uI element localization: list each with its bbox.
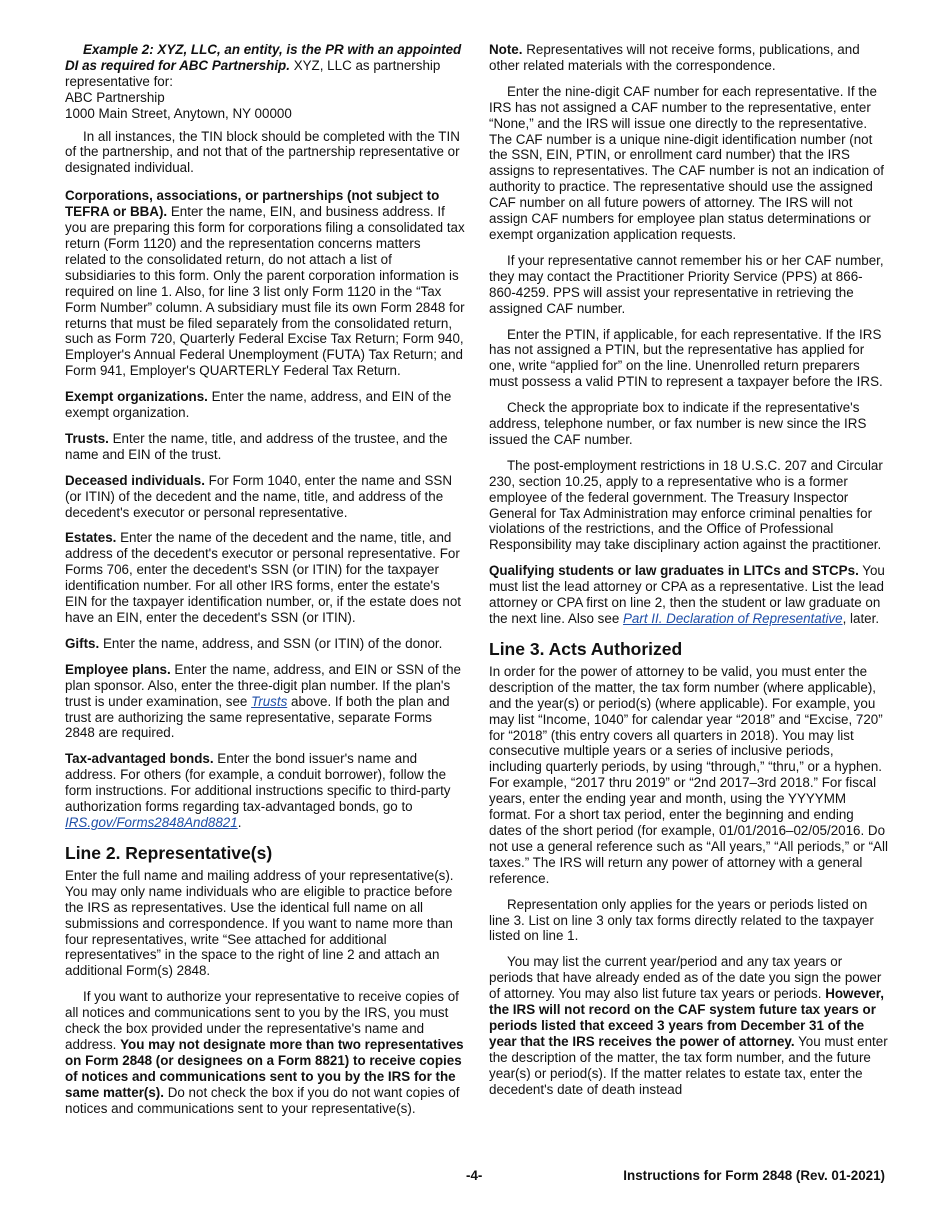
tin-paragraph: In all instances, the TIN block should be completed with the TIN of the partnership, and not that of the partnership representative or designated individual.: [65, 128, 460, 176]
left-column: [65, 42, 465, 1123]
note-paragraph: Note. Representatives will not receive forms, publications, and other related materials with the correspondence.: [489, 42, 860, 73]
footer-title: Instructions for Form 2848 (Rev. 01-2021): [623, 1168, 885, 1183]
line-3-paragraph-3: You may list the current year/period and any tax years or periods that have already ended as of the date you sign the power of attorney. You may also list future tax years or periods. However, the IRS will not record on the CAF system future tax years or periods listed that exceed 3 years from December 31 of the year that the IRS receives the power of attorney. You must enter the description of the matter, the tax form number, and the future year(s) or period(s). If the matter relates to estate tax, enter the decedent's date of death instead: [489, 954, 888, 1097]
exempt-paragraph: Exempt organizations. Enter the name, address, and EIN of the exempt organization.: [65, 389, 452, 421]
irs-forms-link[interactable]: IRS.gov/Forms2848And8821: [65, 814, 238, 830]
line-2-heading: Line 2. Representative(s): [65, 842, 273, 863]
qualifying-students-paragraph: Qualifying students or law graduates in LITCs and STCPs. You must list the lead attorney or CPA as a representative. List the lead attorney or CPA first on line 2, then the student or law graduate on the next line. Also see Part II. Declaration of Representative, later.: [489, 563, 885, 626]
right-column: [489, 42, 889, 1104]
line-3-paragraph-2: Representation only applies for the years or periods listed on line 3. List on line 3 only tax forms directly related to the taxpayer listed on line 1.: [489, 896, 874, 944]
declaration-of-representative-link[interactable]: Part II. Declaration of Representative: [623, 611, 843, 626]
page-number: -4-: [466, 1168, 483, 1183]
caf-paragraph: Enter the nine-digit CAF number for each representative. If the IRS has not assigned a CAF number to the representative, enter “None,” and the IRS will issue one directly to the representative. The CAF number is a unique nine-digit identification number (not the SSN, EIN, PTIN, or enrollment card number) that the IRS assigns to representatives. The CAF number is not an indication of authority to practice. The representative should use the assigned CAF number on all future powers of attorney. The IRS will not assign CAF numbers for employee plan status determinations or exempt organization application requests.: [489, 83, 884, 242]
trusts-link[interactable]: Trusts: [251, 693, 288, 709]
tax-advantaged-bonds-paragraph: Tax-advantaged bonds. Enter the bond issuer's name and address. For others (for example, a conduit borrower), follow the form instructions. For additional instructions specific to third-party authorization forms regarding tax-advantaged bonds, go to IRS.gov/Forms2848And8821.: [65, 751, 451, 830]
post-employment-paragraph: The post-employment restrictions in 18 U.S.C. 207 and Circular 230, section 10.25, apply to a representative who is a former employee of the federal government. The Treasury Inspector General for Tax Administration may enforce criminal penalties for violations of the restrictions, and the Office of Professional Responsibility may take disciplinary action against the practitioner.: [489, 457, 883, 553]
example-2-address: 1000 Main Street, Anytown, NY 00000: [65, 105, 292, 121]
line-3-heading: Line 3. Acts Authorized: [489, 638, 683, 659]
pps-paragraph: If your representative cannot remember his or her CAF number, they may contact the Practitioner Priority Service (PPS) at 866-860-4259. PPS will assist your representative in retrieving the assigned CAF number.: [489, 252, 884, 316]
example-2-paragraph: Example 2: XYZ, LLC, an entity, is the PR with an appointed DI as required for ABC Partnership. XYZ, LLC as partnership representative for:: [65, 42, 462, 89]
estates-paragraph: Estates. Enter the name of the decedent and the name, title, and address of the decedent's executor or personal representative. For Forms 706, enter the decedent's SSN (or ITIN) for the taxpayer identification number. For all other IRS forms, enter the estate's EIN for the taxpayer identification number, or, if the estate does not have an EIN, enter the decedent's SSN (or ITIN).: [65, 530, 461, 625]
corporations-paragraph: Corporations, associations, or partnerships (not subject to TEFRA or BBA). Enter the name, EIN, and business address. If you are preparing this form for corporations filing a consolidated tax return (Form 1120) and the representation concerns matters related to the consolidated return, do not attach a list of subsidiaries to this form. Only the parent corporation information is required on line 1. Also, for line 3 list only Form 1120 in the “Tax Form Number” column. A subsidiary must file its own Form 2848 for returns that must be filed separately from the consolidated return, such as Form 720, Quarterly Federal Excise Tax Return; Form 940, Employer's Annual Federal Unemployment (FUTA) Tax Return; and Form 941, Employer's QUARTERLY Federal Tax Return.: [65, 188, 465, 379]
check-box-paragraph: Check the appropriate box to indicate if the representative's address, telephone number, or fax number is new since the IRS issued the CAF number.: [489, 400, 867, 447]
ptin-paragraph: Enter the PTIN, if applicable, for each representative. If the IRS has not assigned a PTIN, but the representative has applied for one, write “applied for” on the line. Unenrolled return preparers must possess a valid PTIN to represent a taxpayer before the IRS.: [489, 326, 883, 390]
trusts-paragraph: Trusts. Enter the name, title, and address of the trustee, and the name and EIN of the trust.: [65, 430, 448, 462]
example-2-name: ABC Partnership: [65, 89, 165, 105]
line-2-paragraph-2: If you want to authorize your representative to receive copies of all notices and communications sent to you by the IRS, you must check the box provided under the representative's name and address. You may not designate more than two representatives on Form 2848 (or designees on a Form 8821) to receive copies of notices and communications sent to you by the IRS for the same matter(s). Do not check the box if you do not want copies of notices and communications sent to your representative(s).: [65, 989, 464, 1116]
gifts-paragraph: Gifts. Enter the name, address, and SSN (or ITIN) of the donor.: [65, 635, 443, 651]
deceased-paragraph: Deceased individuals. For Form 1040, enter the name and SSN (or ITIN) of the decedent and the name, title, and address of the decedent's executor or personal representative.: [65, 472, 453, 520]
employee-plans-paragraph: Employee plans. Enter the name, address, and EIN or SSN of the plan sponsor. Also, enter the three-digit plan number. If the plan's trust is under examination, see Trusts above. If both the plan and trust are authorizing the same representative, separate Forms 2848 are required.: [65, 661, 461, 741]
line-3-paragraph-1: In order for the power of attorney to be valid, you must enter the description of the matter, the tax form number (where applicable), and the year(s) or period(s) (where applicable). For example, you may list “Income, 1040” for calendar year “2018” and “Excise, 720” for “2018” (this entry covers all quarters in 2018). You may list consecutive multiple years or a series of inclusive periods, including quarterly periods, by using “through,” “thru,” or a hyphen. For example, “2017 thru 2019” or “2nd 2017–3rd 2018.” For fiscal years, enter the ending year and month, using the YYYYMM format. For a short tax period, enter the beginning and ending dates of the short period (for example, 01/01/2016–02/05/2016. Do not use a general reference such as “All years,” “All periods,” or “All taxes.” The IRS will return any power of attorney with a general reference.: [489, 663, 888, 886]
line-2-paragraph-1: Enter the full name and mailing address of your representative(s). You may only name individuals who are eligible to practice before the IRS as representatives. Use the identical full name on all submissions and correspondence. If you want to name more than four representatives, write “See attached for additional representatives” in the space to the right of line 2 and attach an additional Form(s) 2848.: [65, 867, 454, 979]
